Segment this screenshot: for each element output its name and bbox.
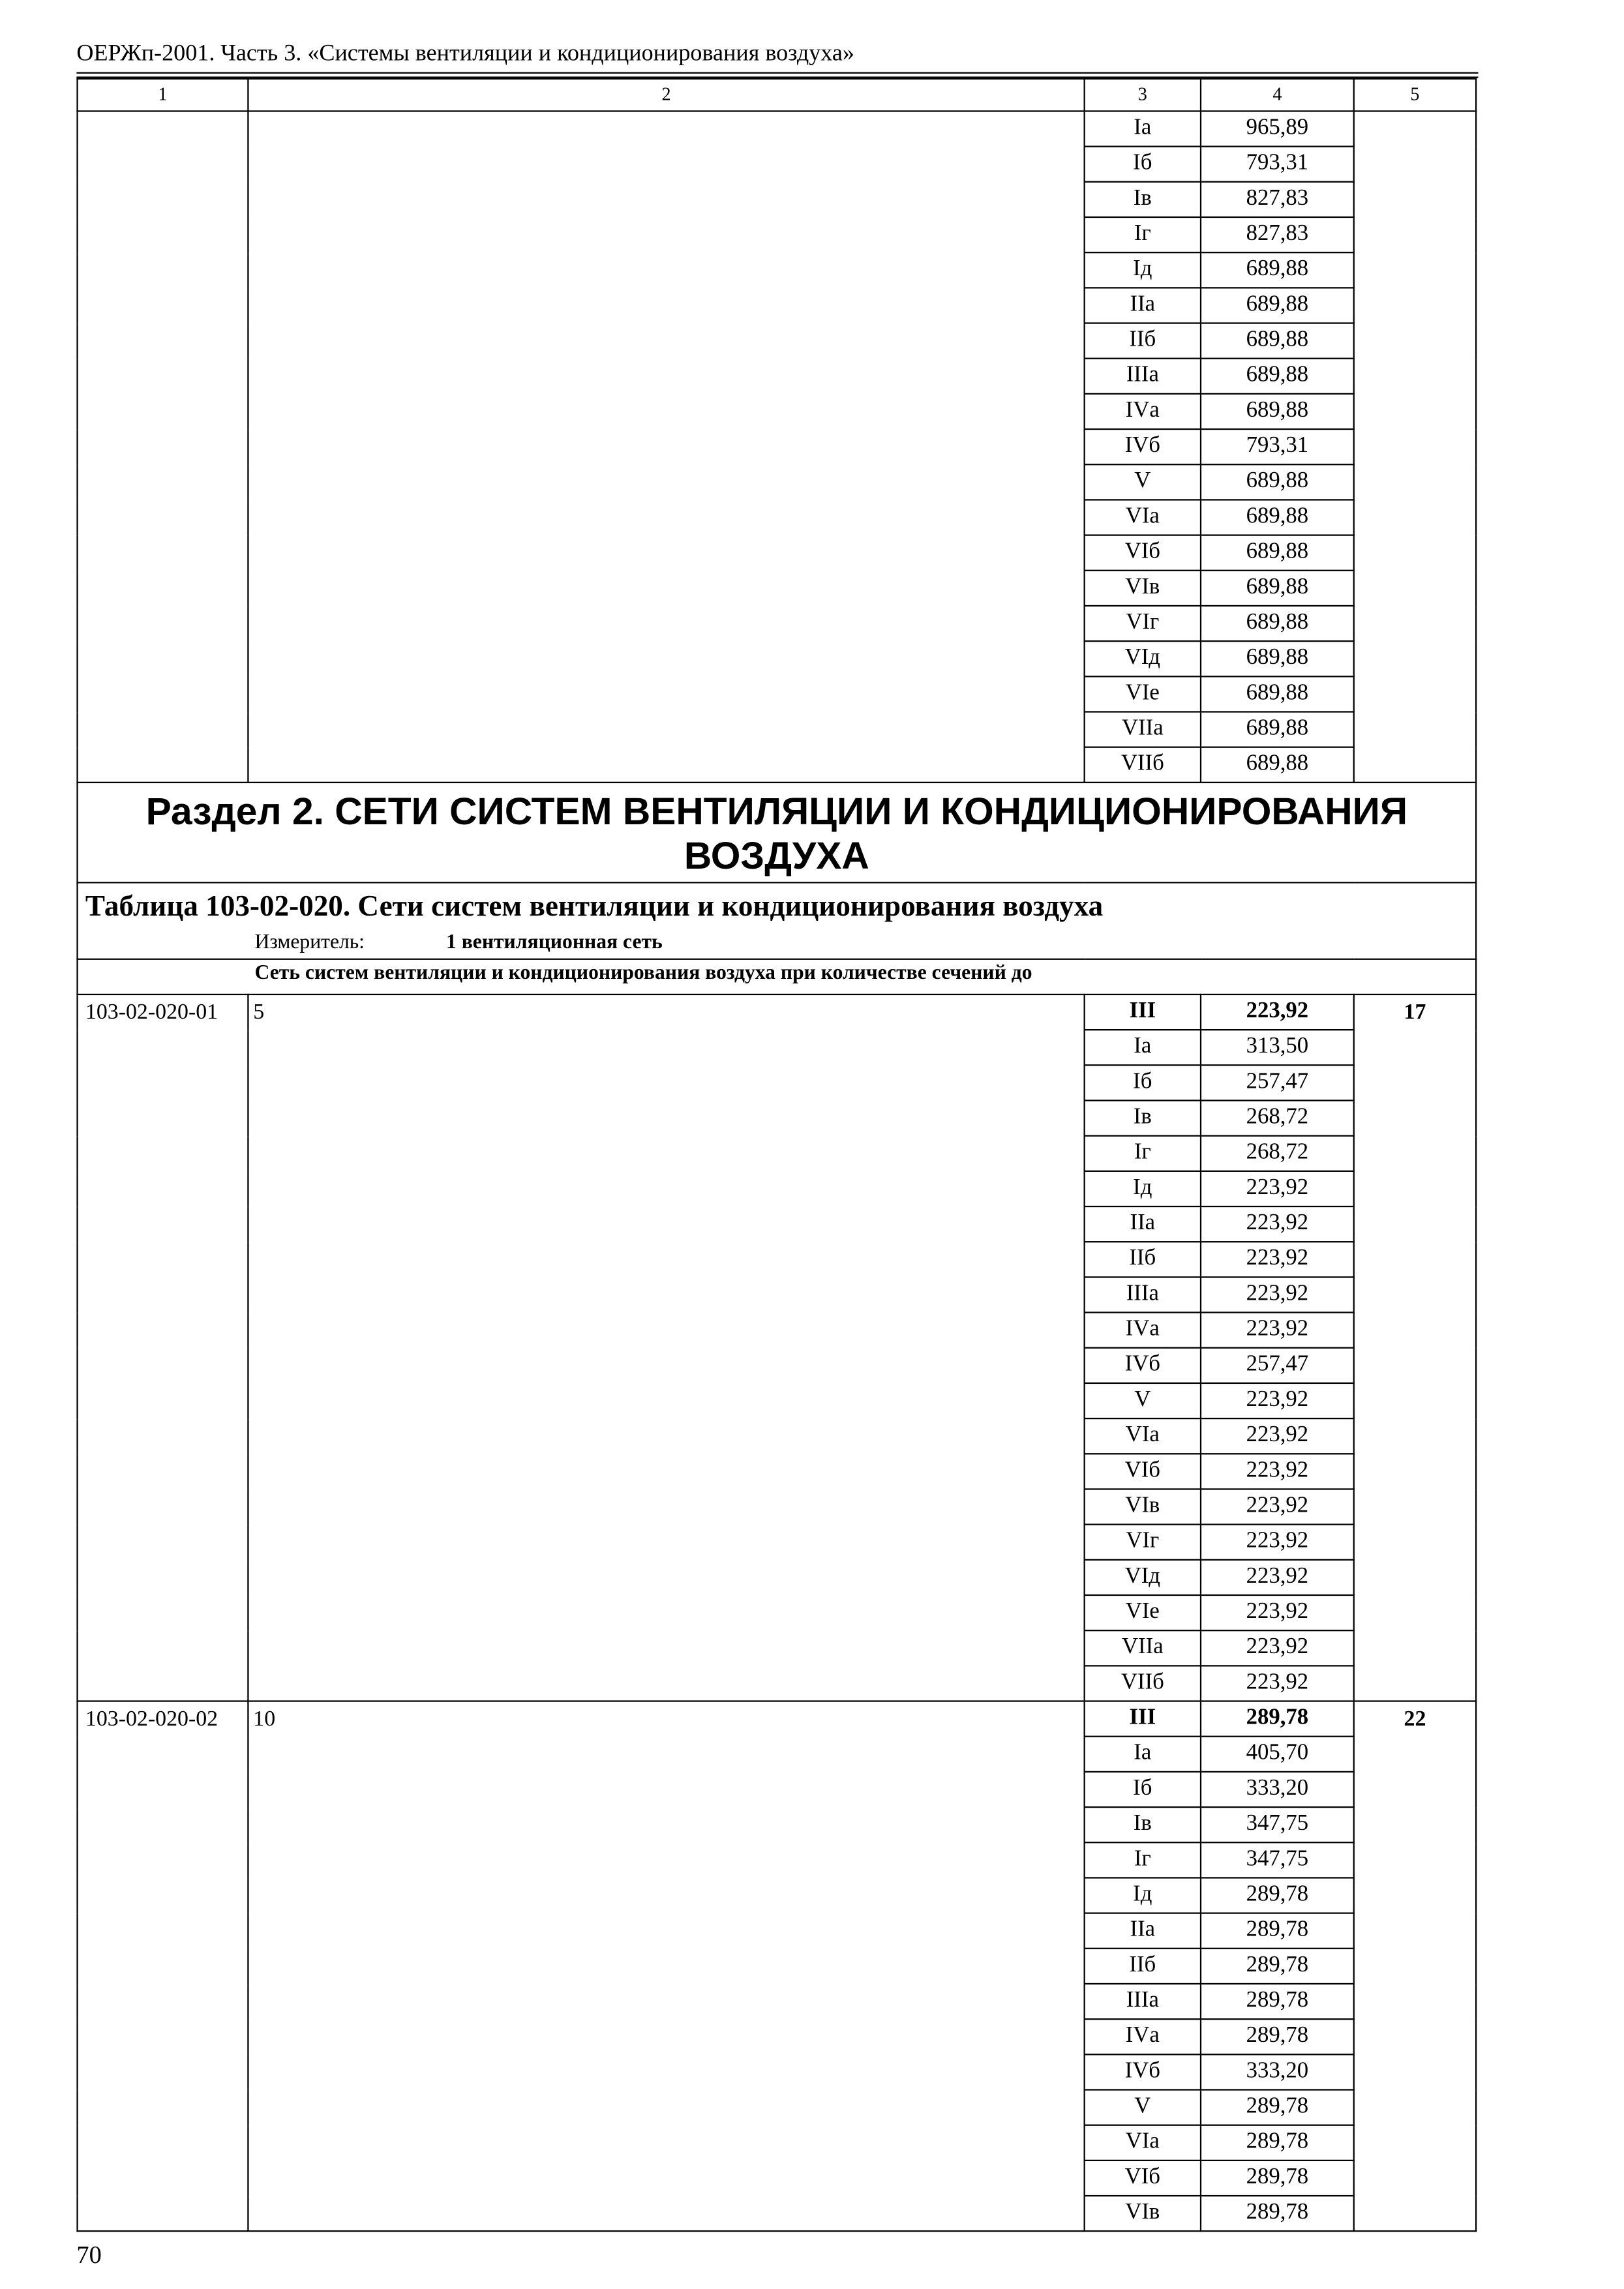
zone-cell: Iб [1085, 1772, 1201, 1807]
price-cell: 689,88 [1201, 252, 1354, 288]
price-cell: 223,92 [1201, 995, 1354, 1030]
zone-cell: VIа [1085, 2125, 1201, 2161]
zone-cell: Iв [1085, 1807, 1201, 1842]
price-cell: 965,89 [1201, 111, 1354, 146]
price-cell: 827,83 [1201, 182, 1354, 217]
price-cell: 689,88 [1201, 747, 1354, 783]
price-cell: 223,92 [1201, 1383, 1354, 1418]
zone-cell: VIIа [1085, 712, 1201, 747]
price-cell: 689,88 [1201, 500, 1354, 535]
zone-cell: IIб [1085, 1242, 1201, 1277]
price-cell: 223,92 [1201, 1630, 1354, 1666]
zone-cell: VIд [1085, 641, 1201, 676]
price-cell: 689,88 [1201, 323, 1354, 359]
column-number: 4 [1201, 79, 1354, 112]
price-cell: 289,78 [1201, 2196, 1354, 2231]
section-row [78, 783, 1477, 883]
column-number: 5 [1354, 79, 1476, 112]
zone-cell: VIа [1085, 500, 1201, 535]
zone-cell: VIд [1085, 1560, 1201, 1595]
meter-value: 1 вентиляционная сеть [446, 931, 663, 954]
zone-cell: V [1085, 1383, 1201, 1418]
price-cell: 689,88 [1201, 712, 1354, 747]
price-cell: 333,20 [1201, 1772, 1354, 1807]
zone-cell: VIб [1085, 2161, 1201, 2196]
price-cell: 223,92 [1201, 1206, 1354, 1242]
price-cell: 289,78 [1201, 1984, 1354, 2019]
price-cell: 223,92 [1201, 1560, 1354, 1595]
zone-cell: Iг [1085, 1136, 1201, 1171]
item-code: 103-02-020-02 [78, 1701, 248, 2232]
zone-cell: VIе [1085, 1595, 1201, 1630]
column-number-row [78, 79, 1477, 112]
table-title: Таблица 103-02-020. Сети систем вентиляции и кондиционирования воздуха [85, 890, 1104, 923]
price-cell: 689,88 [1201, 606, 1354, 641]
zone-cell: VIе [1085, 676, 1201, 711]
price-cell: 289,78 [1201, 1913, 1354, 1949]
price-table [76, 78, 1477, 2232]
zone-cell: IVб [1085, 2054, 1201, 2089]
price-cell: 827,83 [1201, 217, 1354, 252]
price-cell: 689,88 [1201, 571, 1354, 606]
item-description: 5 [248, 995, 1084, 1701]
table-header-row [78, 882, 1477, 959]
zone-cell: Iб [1085, 1065, 1201, 1100]
price-cell: 223,92 [1201, 1595, 1354, 1630]
price-cell: 223,92 [1201, 1454, 1354, 1489]
zone-cell: VIа [1085, 1418, 1201, 1454]
price-cell: 289,78 [1201, 1949, 1354, 1984]
price-cell: 689,88 [1201, 676, 1354, 711]
zone-cell: III [1085, 995, 1201, 1030]
zone-cell: Iв [1085, 1100, 1201, 1135]
item-code: 103-02-020-01 [78, 995, 248, 1701]
zone-cell: IIIа [1085, 1984, 1201, 2019]
price-cell: 223,92 [1201, 1489, 1354, 1524]
zone-cell: VIб [1085, 535, 1201, 571]
zone-cell: VIг [1085, 1525, 1201, 1560]
description-cell [248, 111, 1084, 782]
zone-cell: Iд [1085, 1171, 1201, 1206]
zone-cell: VIIб [1085, 1666, 1201, 1701]
zone-cell: Iб [1085, 147, 1201, 182]
zone-cell: Iа [1085, 1737, 1201, 1772]
zone-cell: VIв [1085, 1489, 1201, 1524]
price-cell: 793,31 [1201, 147, 1354, 182]
zone-cell: IIб [1085, 323, 1201, 359]
price-cell: 793,31 [1201, 429, 1354, 464]
zone-cell: VIIб [1085, 747, 1201, 783]
item-col5: 22 [1354, 1701, 1476, 2232]
zone-cell: Iв [1085, 182, 1201, 217]
price-cell: 689,88 [1201, 464, 1354, 500]
price-cell: 223,92 [1201, 1418, 1354, 1454]
zone-cell: IVа [1085, 2019, 1201, 2054]
price-cell: 223,92 [1201, 1277, 1354, 1312]
price-cell: 257,47 [1201, 1348, 1354, 1383]
price-cell: 689,88 [1201, 535, 1354, 571]
page-number: 70 [76, 2240, 102, 2269]
column-number: 1 [78, 79, 248, 112]
zone-cell: V [1085, 2090, 1201, 2125]
price-cell: 223,92 [1201, 1313, 1354, 1348]
table-row [78, 1701, 1477, 1737]
zone-cell: VIг [1085, 606, 1201, 641]
price-cell: 289,78 [1201, 2019, 1354, 2054]
price-cell: 268,72 [1201, 1100, 1354, 1135]
zone-cell: IVб [1085, 1348, 1201, 1383]
price-cell: 257,47 [1201, 1065, 1354, 1100]
zone-cell: Iа [1085, 1030, 1201, 1065]
zone-cell: Iд [1085, 1878, 1201, 1913]
item-description: 10 [248, 1701, 1084, 2232]
price-cell: 289,78 [1201, 1701, 1354, 1737]
zone-cell: IVа [1085, 1313, 1201, 1348]
zone-cell: IIб [1085, 1949, 1201, 1984]
price-cell: 347,75 [1201, 1807, 1354, 1842]
price-cell: 223,92 [1201, 1242, 1354, 1277]
zone-cell: IIIа [1085, 359, 1201, 394]
price-cell: 223,92 [1201, 1171, 1354, 1206]
table-row [78, 995, 1477, 1030]
table-row [78, 111, 1477, 146]
zone-cell: IVб [1085, 429, 1201, 464]
price-cell: 689,88 [1201, 641, 1354, 676]
zone-cell: IIIа [1085, 1277, 1201, 1312]
header-rule [76, 72, 1478, 74]
zone-cell: III [1085, 1701, 1201, 1737]
zone-cell: IIа [1085, 288, 1201, 323]
price-cell: 289,78 [1201, 2090, 1354, 2125]
price-cell: 689,88 [1201, 394, 1354, 429]
col5-cell [1354, 111, 1476, 782]
price-cell: 689,88 [1201, 359, 1354, 394]
price-cell: 333,20 [1201, 2054, 1354, 2089]
code-cell [78, 111, 248, 782]
zone-cell: VIв [1085, 2196, 1201, 2231]
meter-label: Измеритель: [254, 931, 365, 954]
price-table-body [78, 79, 1477, 2231]
zone-cell: V [1085, 464, 1201, 500]
price-cell: 313,50 [1201, 1030, 1354, 1065]
zone-cell: IIа [1085, 1913, 1201, 1949]
price-cell: 405,70 [1201, 1737, 1354, 1772]
zone-cell: Iг [1085, 1842, 1201, 1878]
zone-cell: VIIа [1085, 1630, 1201, 1666]
zone-cell: Iд [1085, 252, 1201, 288]
zone-cell: IIа [1085, 1206, 1201, 1242]
price-cell: 347,75 [1201, 1842, 1354, 1878]
table-caption: Сеть систем вентиляции и кондиционирования воздуха при количестве сечений до [78, 959, 1477, 995]
zone-cell: VIв [1085, 571, 1201, 606]
price-cell: 223,92 [1201, 1666, 1354, 1701]
running-header: ОЕРЖп-2001. Часть 3. «Системы вентиляции и кондиционирования воздуха» [76, 41, 854, 67]
column-number: 3 [1085, 79, 1201, 112]
price-cell: 289,78 [1201, 2161, 1354, 2196]
item-col5: 17 [1354, 995, 1476, 1701]
zone-cell: Iг [1085, 217, 1201, 252]
price-cell: 289,78 [1201, 1878, 1354, 1913]
price-cell: 268,72 [1201, 1136, 1354, 1171]
caption-row [78, 959, 1477, 995]
table-header-cell [78, 882, 1477, 959]
zone-cell: Iа [1085, 111, 1201, 146]
price-cell: 223,92 [1201, 1525, 1354, 1560]
zone-cell: VIб [1085, 1454, 1201, 1489]
column-number: 2 [248, 79, 1084, 112]
price-cell: 689,88 [1201, 288, 1354, 323]
section-title: Раздел 2. СЕТИ СИСТЕМ ВЕНТИЛЯЦИИ И КОНДИЦИОНИРОВАНИЯ ВОЗДУХА [78, 783, 1477, 883]
price-cell: 289,78 [1201, 2125, 1354, 2161]
zone-cell: IVа [1085, 394, 1201, 429]
